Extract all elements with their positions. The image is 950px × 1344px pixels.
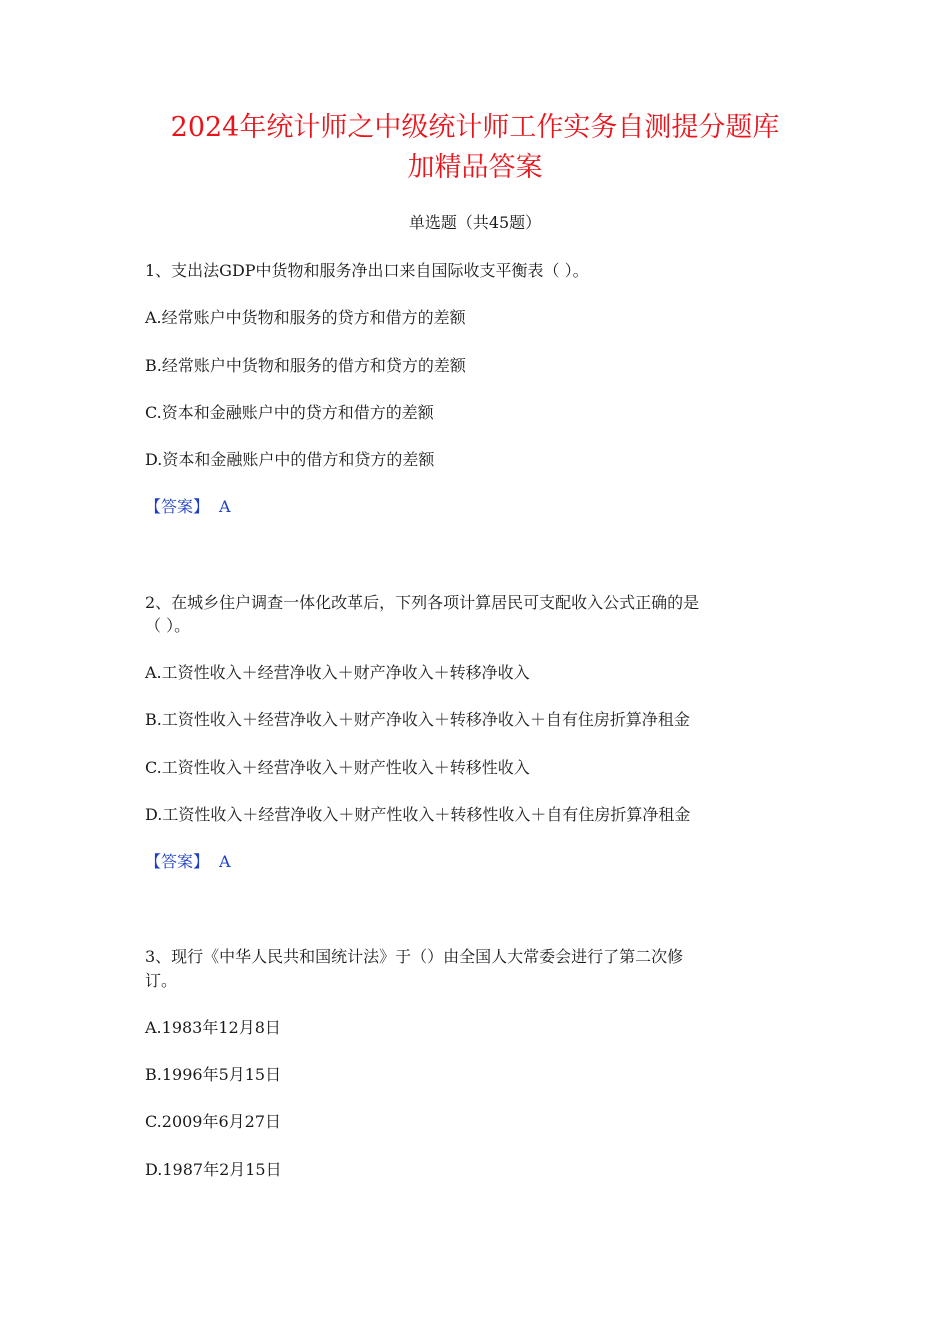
question-2-option-c: C.工资性收入＋经营净收入＋财产性收入＋转移性收入 xyxy=(145,758,530,777)
question-2-option-d: D.工资性收入＋经营净收入＋财产性收入＋转移性收入＋自有住房折算净租金 xyxy=(145,805,691,824)
answer-label: 【答案】 xyxy=(145,497,210,516)
section-header: 单选题（共45题） xyxy=(408,213,542,232)
question-2-option-a: A.工资性收入＋经营净收入＋财产净收入＋转移净收入 xyxy=(145,663,530,682)
question-2-stem-line-2: （ ）。 xyxy=(145,616,191,635)
question-1-answer xyxy=(145,495,825,519)
question-2-stem-line-1: 2、在城乡住户调查一体化改革后，下列各项计算居民可支配收入公式正确的是 xyxy=(145,593,700,612)
question-1-option-b: B.经常账户中货物和服务的借方和贷方的差额 xyxy=(145,356,466,375)
question-1-option-a: A.经常账户中货物和服务的贷方和借方的差额 xyxy=(145,308,466,327)
question-3-option-c: C.2009年6月27日 xyxy=(145,1112,282,1131)
question-1-option-c: C.资本和金融账户中的贷方和借方的差额 xyxy=(145,403,434,422)
page-title-line-2: 加精品答案 xyxy=(407,152,543,183)
question-3-option-a: A.1983年12月8日 xyxy=(145,1018,281,1037)
question-3-stem-line-1: 3、现行《中华人民共和国统计法》于（）由全国人大常委会进行了第二次修 xyxy=(145,947,684,966)
page-title xyxy=(0,108,950,188)
answer-label: 【答案】 xyxy=(145,852,210,871)
question-3-option-d: D.1987年2月15日 xyxy=(145,1160,282,1179)
question-1-stem: 1、支出法GDP中货物和服务净出口来自国际收支平衡表（ ）。 xyxy=(145,261,589,280)
question-2-option-b: B.工资性收入＋经营净收入＋财产净收入＋转移净收入＋自有住房折算净租金 xyxy=(145,710,690,729)
question-3-option-b: B.1996年5月15日 xyxy=(145,1065,282,1084)
question-3-stem-line-2: 订。 xyxy=(145,971,178,990)
question-2-answer xyxy=(145,850,825,874)
answer-value: A xyxy=(219,852,231,871)
page-title-line-1: 2024年统计师之中级统计师工作实务自测提分题库 xyxy=(170,112,780,143)
answer-value: A xyxy=(219,497,231,516)
question-1-option-d: D.资本和金融账户中的借方和贷方的差额 xyxy=(145,450,435,469)
